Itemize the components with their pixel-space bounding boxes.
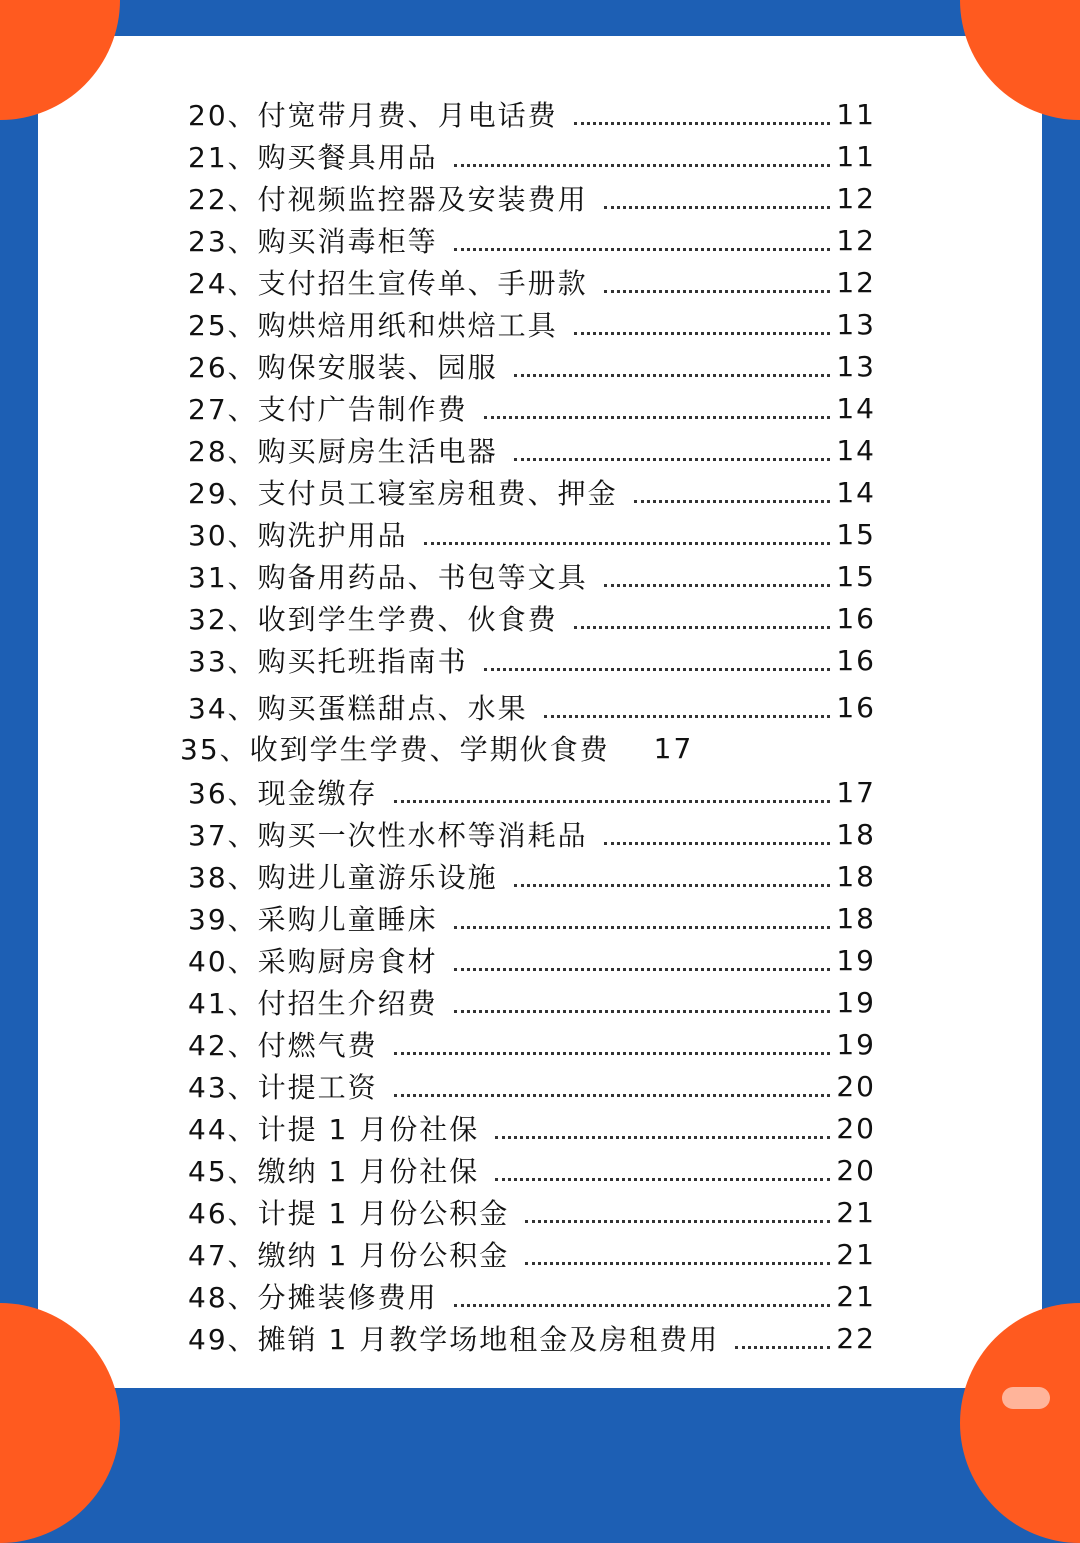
toc-entry-label: 40、采购厨房食材 [188,945,438,978]
toc-entry [188,1276,876,1316]
toc-entry-page-number: 12 [836,265,876,299]
toc-dot-leader [454,1304,831,1307]
toc-entry [188,1234,876,1274]
toc-dot-leader [735,1346,830,1349]
toc-dot-leader [544,715,831,718]
toc-entry-page-number: 11 [836,97,876,131]
toc-entry-label: 38、购进儿童游乐设施 [188,861,498,894]
toc-entry-label: 21、购买餐具用品 [188,141,438,174]
toc-entry-label: 46、计提 1 月份公积金 [188,1197,510,1230]
toc-entry [188,136,876,176]
toc-dot-leader [454,1010,831,1013]
toc-entry-label: 30、购洗护用品 [188,519,408,552]
toc-entry-label: 20、付宽带月费、月电话费 [188,99,558,132]
toc-dot-leader [454,248,831,251]
toc-entry-page-number: 12 [836,181,876,215]
toc-dot-leader [604,842,831,845]
toc-entry-page-number: 14 [836,391,876,425]
toc-entry-page-number: 18 [836,901,876,935]
toc-entry [188,514,876,554]
toc-entry [188,856,876,896]
toc-dot-leader [394,1094,831,1097]
toc-entry-page-number: 16 [836,690,876,724]
toc-entry-label: 24、支付招生宣传单、手册款 [188,267,588,300]
toc-entry-page-number: 19 [836,985,876,1019]
toc-entry [188,640,876,680]
toc-entry-page-number: 18 [836,817,876,851]
toc-entry-label: 41、付招生介绍费 [188,987,438,1020]
toc-entry [188,1318,876,1358]
toc-dot-leader [484,668,831,671]
toc-dot-leader [424,542,831,545]
toc-dot-leader [604,206,831,209]
toc-entry-label: 36、现金缴存 [188,777,378,810]
toc-entry-label: 26、购保安服装、园服 [188,351,498,384]
toc-entry-page-number: 15 [836,517,876,551]
toc-entry-label: 45、缴纳 1 月份社保 [188,1155,480,1188]
toc-entry-page-number: 12 [836,223,876,257]
toc-entry [188,346,876,386]
toc-entry [180,728,693,768]
toc-entry-page-number: 21 [836,1237,876,1271]
toc-dot-leader [454,926,831,929]
toc-entry-page-number: 16 [836,643,876,677]
toc-entry [188,472,876,512]
toc-entry-page-number: 18 [836,859,876,893]
toc-entry-label: 32、收到学生学费、伙食费 [188,603,558,636]
toc-entry-label: 47、缴纳 1 月份公积金 [188,1239,510,1272]
toc-entry-label: 23、购买消毒柜等 [188,225,438,258]
toc-entry-page-number: 20 [836,1111,876,1145]
toc-dot-leader [574,332,831,335]
toc-entry-label: 37、购买一次性水杯等消耗品 [188,819,588,852]
toc-entry [188,772,876,812]
toc-entry-page-number: 13 [836,349,876,383]
toc-entry [188,1150,876,1190]
toc-entry-label: 42、付燃气费 [188,1029,378,1062]
toc-entry [188,940,876,980]
toc-dot-leader [574,626,831,629]
toc-entry-label: 35、收到学生学费、学期伙食费 [180,733,610,766]
toc-entry-label: 25、购烘焙用纸和烘焙工具 [188,309,558,342]
toc-dot-leader [454,968,831,971]
toc-dot-leader [495,1178,830,1181]
toc-entry-label: 43、计提工资 [188,1071,378,1104]
watermark-badge [1002,1387,1050,1409]
toc-entry-label: 28、购买厨房生活电器 [188,435,498,468]
toc-entry-label: 48、分摊装修费用 [188,1281,438,1314]
toc-entry [188,556,876,596]
toc-entry [188,898,876,938]
toc-dot-leader [514,884,831,887]
toc-dot-leader [525,1262,830,1265]
toc-dot-leader [484,416,831,419]
toc-entry-label: 29、支付员工寝室房租费、押金 [188,477,618,510]
toc-dot-leader [604,290,831,293]
toc-entry-label: 49、摊销 1 月教学场地租金及房租费用 [188,1323,720,1356]
toc-entry-label: 39、采购儿童睡床 [188,903,438,936]
toc-entry-label: 34、购买蛋糕甜点、水果 [188,692,528,725]
toc-entry [188,1192,876,1232]
toc-entry-page-number: 14 [836,475,876,509]
toc-dot-leader [394,800,831,803]
toc-entry [188,982,876,1022]
toc-entry [188,1108,876,1148]
toc-entry [188,814,876,854]
toc-entry-page-number: 15 [836,559,876,593]
toc-entry-page-number: 19 [836,1027,876,1061]
toc-dot-leader [634,500,831,503]
toc-entry-label: 33、购买托班指南书 [188,645,468,678]
toc-entry [188,94,876,134]
toc-entry-label: 31、购备用药品、书包等文具 [188,561,588,594]
toc-entry-page-number: 17 [836,775,876,809]
toc-dot-leader [514,374,831,377]
toc-entry [188,178,876,218]
toc-dot-leader [454,164,831,167]
toc-entry [188,598,876,638]
toc-entry-page-number: 20 [836,1153,876,1187]
toc-entry [188,1066,876,1106]
toc-entry-page-number: 11 [836,139,876,173]
toc-entry [188,388,876,428]
toc-entry-label: 27、支付广告制作费 [188,393,468,426]
toc-entry [188,262,876,302]
toc-entry [188,1024,876,1064]
toc-entry [188,304,876,344]
toc-dot-leader [604,584,831,587]
toc-entry [188,430,876,470]
toc-dot-leader [514,458,831,461]
toc-entry-page-number: 14 [836,433,876,467]
toc-entry-page-number: 16 [836,601,876,635]
toc-entry-page-number: 19 [836,943,876,977]
toc-entry-label: 22、付视频监控器及安装费用 [188,183,588,216]
toc-dot-leader [495,1136,830,1139]
toc-entry [188,687,876,727]
toc-entry-page-number: 21 [836,1279,876,1313]
toc-dot-leader [574,122,831,125]
toc-entry-page-number: 20 [836,1069,876,1103]
toc-entry-page-number: 22 [836,1321,876,1355]
toc-entry-page-number: 21 [836,1195,876,1229]
toc-dot-leader [525,1220,830,1223]
toc-entry-page-number: 13 [836,307,876,341]
toc-entry-label: 44、计提 1 月份社保 [188,1113,480,1146]
toc-dot-leader [394,1052,831,1055]
toc-entry [188,220,876,260]
toc-entry-page-number: 17 [653,731,694,765]
